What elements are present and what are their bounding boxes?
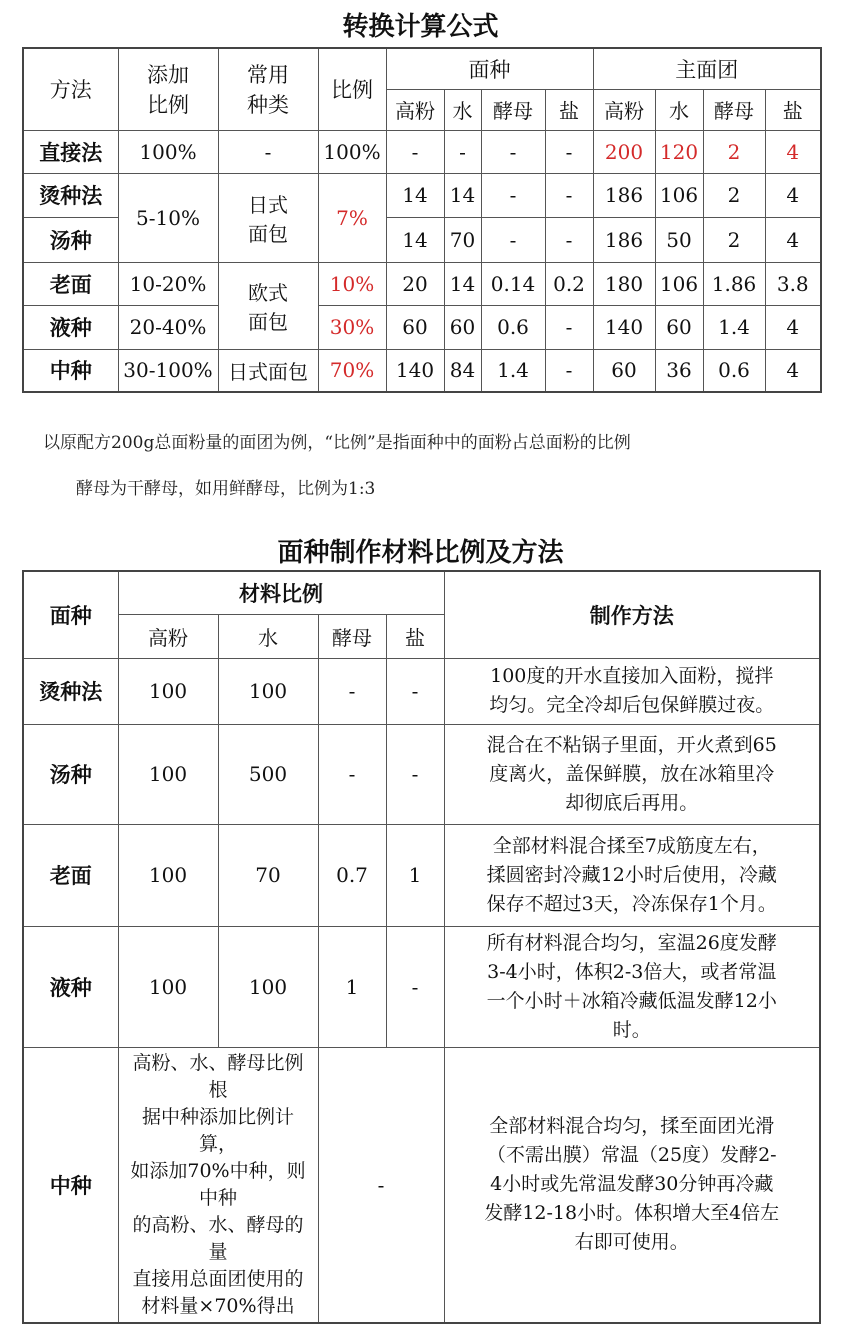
cell-m-water: 120 <box>655 130 703 173</box>
cell-s-yeast: 1.4 <box>481 349 545 392</box>
note-ratio-explanation: 以原配方200g总面粉量的面团为例，“比例”是指面种中的面粉占总面粉的比例 <box>43 433 631 453</box>
cell-salt: 1 <box>386 824 444 926</box>
cell-m-flour: 186 <box>593 173 655 217</box>
cell-s-salt: - <box>545 349 593 392</box>
cell-flour: 100 <box>118 926 218 1047</box>
cell-m-yeast: 1.86 <box>703 262 765 305</box>
cell-water: 100 <box>218 926 318 1047</box>
header-main-yeast: 酵母 <box>703 89 765 130</box>
row-method: 老面 <box>23 262 118 305</box>
cell-salt: - <box>386 724 444 824</box>
cell-m-yeast: 1.4 <box>703 305 765 349</box>
note-yeast-explanation: 酵母为干酵母，如用鲜酵母，比例为1:3 <box>76 479 376 499</box>
cell-m-salt: 4 <box>765 217 821 262</box>
conversion-table-title: 转换计算公式 <box>342 12 499 42</box>
header-flour: 高粉 <box>118 614 218 658</box>
cell-s-flour: 140 <box>386 349 444 392</box>
table-row <box>23 1047 820 1323</box>
starter-recipe-table <box>22 570 821 1324</box>
cell-m-salt: 4 <box>765 349 821 392</box>
row-method: 汤种 <box>23 217 118 262</box>
cell-add-ratio: 100% <box>118 130 218 173</box>
row-starter-name: 中种 <box>23 1047 118 1323</box>
cell-sponge-calculation: 高粉、水、酵母比例根 据中种添加比例计算， 如添加70%中种，则中种 的高粉、水、酵母的量 直接用总面团使用的 材料量×70%得出 <box>118 1047 318 1323</box>
cell-s-water: - <box>444 130 481 173</box>
table-row <box>23 658 820 724</box>
table-row <box>23 262 821 305</box>
header-starter-group: 面种 <box>386 48 593 89</box>
header-water: 水 <box>218 614 318 658</box>
cell-m-flour: 140 <box>593 305 655 349</box>
header-materials: 材料比例 <box>118 571 444 614</box>
cell-m-flour: 180 <box>593 262 655 305</box>
cell-type: 日式 面包 <box>218 173 318 262</box>
cell-type: 日式面包 <box>218 349 318 392</box>
header-method: 制作方法 <box>444 571 820 658</box>
table-row <box>23 724 820 824</box>
cell-s-flour: 14 <box>386 217 444 262</box>
cell-method: 100度的开水直接加入面粉，搅拌 均匀。完全冷却后包保鲜膜过夜。 <box>444 658 820 724</box>
cell-s-salt: - <box>545 130 593 173</box>
cell-s-yeast: 0.14 <box>481 262 545 305</box>
conversion-formula-table <box>22 47 822 393</box>
cell-flour: 100 <box>118 824 218 926</box>
cell-m-flour: 200 <box>593 130 655 173</box>
header-add-ratio: 添加 比例 <box>118 48 218 130</box>
header-main-dough-group: 主面团 <box>593 48 821 89</box>
cell-m-yeast: 2 <box>703 217 765 262</box>
header-starter-yeast: 酵母 <box>481 89 545 130</box>
cell-s-flour: - <box>386 130 444 173</box>
cell-add-ratio: 30-100% <box>118 349 218 392</box>
cell-method: 所有材料混合均匀，室温26度发酵 3-4小时，体积2-3倍大，或者常温 一个小时＋冰箱冷藏低温发酵12小 时。 <box>444 926 820 1047</box>
cell-proportion: 100% <box>318 130 386 173</box>
cell-type: 欧式 面包 <box>218 262 318 349</box>
header-main-flour: 高粉 <box>593 89 655 130</box>
row-starter-name: 液种 <box>23 926 118 1047</box>
row-starter-name: 汤种 <box>23 724 118 824</box>
cell-m-flour: 186 <box>593 217 655 262</box>
header-starter: 面种 <box>23 571 118 658</box>
cell-s-water: 60 <box>444 305 481 349</box>
header-yeast: 酵母 <box>318 614 386 658</box>
cell-flour: 100 <box>118 658 218 724</box>
row-starter-name: 烫种法 <box>23 658 118 724</box>
cell-m-yeast: 0.6 <box>703 349 765 392</box>
cell-type: - <box>218 130 318 173</box>
cell-salt: - <box>318 1047 444 1323</box>
header-main-water: 水 <box>655 89 703 130</box>
cell-s-flour: 60 <box>386 305 444 349</box>
cell-water: 500 <box>218 724 318 824</box>
cell-s-salt: 0.2 <box>545 262 593 305</box>
cell-m-yeast: 2 <box>703 173 765 217</box>
cell-m-salt: 4 <box>765 305 821 349</box>
cell-s-water: 14 <box>444 173 481 217</box>
cell-s-water: 70 <box>444 217 481 262</box>
cell-s-yeast: - <box>481 130 545 173</box>
table-row <box>23 349 821 392</box>
row-method: 液种 <box>23 305 118 349</box>
cell-method: 混合在不粘锅子里面，开火煮到65 度离火，盖保鲜膜，放在冰箱里冷 却彻底后再用。 <box>444 724 820 824</box>
cell-s-yeast: 0.6 <box>481 305 545 349</box>
cell-m-water: 36 <box>655 349 703 392</box>
cell-salt: - <box>386 658 444 724</box>
cell-water: 100 <box>218 658 318 724</box>
cell-flour: 100 <box>118 724 218 824</box>
cell-yeast: 0.7 <box>318 824 386 926</box>
cell-method: 全部材料混合均匀，揉至面团光滑 （不需出膜）常温（25度）发酵2- 4小时或先常温发酵30分钟再冷藏 发酵12-18小时。体积增大至4倍左 右即可使用。 <box>444 1047 820 1323</box>
table-row <box>23 130 821 173</box>
cell-water: 70 <box>218 824 318 926</box>
header-salt: 盐 <box>386 614 444 658</box>
cell-m-water: 106 <box>655 173 703 217</box>
cell-s-water: 84 <box>444 349 481 392</box>
cell-add-ratio: 10-20% <box>118 262 218 305</box>
cell-proportion: 10% <box>318 262 386 305</box>
cell-s-flour: 20 <box>386 262 444 305</box>
cell-s-salt: - <box>545 305 593 349</box>
starter-table-title: 面种制作材料比例及方法 <box>277 538 564 568</box>
row-method: 中种 <box>23 349 118 392</box>
header-proportion: 比例 <box>318 48 386 130</box>
cell-m-yeast: 2 <box>703 130 765 173</box>
cell-m-salt: 4 <box>765 173 821 217</box>
cell-s-flour: 14 <box>386 173 444 217</box>
cell-yeast: - <box>318 724 386 824</box>
cell-add-ratio: 20-40% <box>118 305 218 349</box>
cell-s-yeast: - <box>481 217 545 262</box>
table-row <box>23 824 820 926</box>
cell-m-salt: 4 <box>765 130 821 173</box>
cell-add-ratio: 5-10% <box>118 173 218 262</box>
table-row <box>23 926 820 1047</box>
cell-s-salt: - <box>545 217 593 262</box>
cell-yeast: - <box>318 658 386 724</box>
cell-m-water: 50 <box>655 217 703 262</box>
cell-yeast: 1 <box>318 926 386 1047</box>
cell-method: 全部材料混合揉至7成筋度左右， 揉圆密封冷藏12小时后使用，冷藏 保存不超过3天，冷冻保存1个月。 <box>444 824 820 926</box>
cell-s-salt: - <box>545 173 593 217</box>
cell-proportion: 30% <box>318 305 386 349</box>
cell-proportion: 70% <box>318 349 386 392</box>
cell-s-water: 14 <box>444 262 481 305</box>
row-method: 烫种法 <box>23 173 118 217</box>
row-starter-name: 老面 <box>23 824 118 926</box>
header-starter-flour: 高粉 <box>386 89 444 130</box>
cell-m-water: 106 <box>655 262 703 305</box>
header-main-salt: 盐 <box>765 89 821 130</box>
cell-salt: - <box>386 926 444 1047</box>
cell-m-water: 60 <box>655 305 703 349</box>
cell-m-flour: 60 <box>593 349 655 392</box>
header-starter-water: 水 <box>444 89 481 130</box>
cell-proportion: 7% <box>318 173 386 262</box>
table-row <box>23 173 821 217</box>
table-row <box>23 305 821 349</box>
row-method: 直接法 <box>23 130 118 173</box>
cell-m-salt: 3.8 <box>765 262 821 305</box>
header-starter-salt: 盐 <box>545 89 593 130</box>
cell-s-yeast: - <box>481 173 545 217</box>
header-method: 方法 <box>23 48 118 130</box>
header-common-type: 常用 种类 <box>218 48 318 130</box>
